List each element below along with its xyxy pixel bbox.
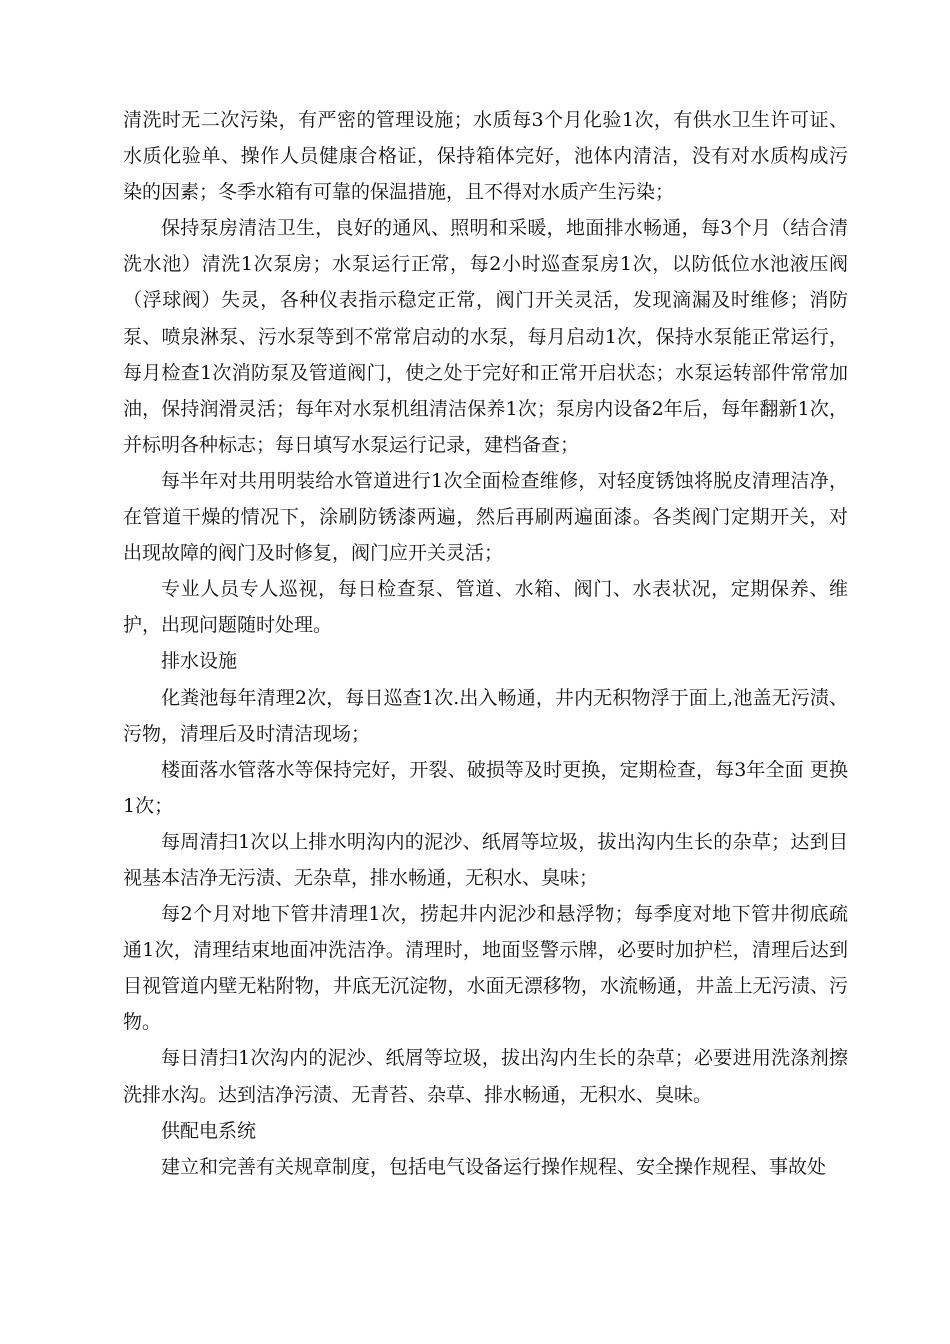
paragraph-underground-wells: 每2个月对地下管井清理1次，捞起井内泥沙和悬浮物；每季度对地下管井彻底疏通1次，清理结束地面冲洗洁净。清理时，地面竖警示牌，必要时加护栏，清理后达到目视管道内壁无粘附物，井底无沉淀物，水面无漂移物，水流畅通，井盖上无污渍、污物。 (123, 903, 848, 1034)
document-body (123, 102, 848, 1185)
paragraph-inspection: 专业人员专人巡视，每日检查泵、管道、水箱、阀门、水表状况，定期保养、维护，出现问题随时处理。 (123, 578, 848, 637)
paragraph-pump-room: 保持泵房清洁卫生，良好的通风、照明和采暖，地面排水畅通，每3个月（结合清洗水池）清洗1次泵房；水泵运行正常，每2小时巡查泵房1次，以防低位水池液压阀（浮球阀）失灵，各种仪表指示稳定正常，阀门开关灵活，发现滴漏及时维修；消防泵、喷泉淋泵、污水泵等到不常常启动的水泵，每月启动1次，保持水泵能正常运行，每月检查1次消防泵及管道阀门，使之处于完好和正常开启状态；水泵运转部件常常加油，保持润滑灵活；每年对水泵机组清洁保养1次；泵房内设备2年后，每年翻新1次，并标明各种标志；每日填写水泵运行记录，建档备查； (123, 217, 848, 456)
paragraph-septic-tank: 化粪池每年清理2次，每日巡查1次.出入畅通，井内无积物浮于面上,池盖无污渍、 污物，清理后及时清洁现场； (123, 686, 848, 745)
paragraph-daily-ditch-cleaning: 每日清扫1次沟内的泥沙、纸屑等垃圾，拔出沟内生长的杂草；必要进用洗涤剂擦洗排水沟。达到洁净污渍、无青苔、杂草、排水畅通，无积水、臭味。 (123, 1047, 848, 1106)
paragraph-regulations: 建立和完善有关规章制度，包括电气设备运行操作规程、安全操作规程、事故处 (161, 1155, 827, 1178)
paragraph-water-tank-continued: 清洗时无二次污染，有严密的管理设施；水质每3个月化验1次，有供水卫生许可证、 水质化验单、操作人员健康合格证，保持箱体完好，池体内清洁，没有对水质构成污 染的因素；冬季水箱有可靠的保温措施，且不得对水质产生污染； (123, 109, 848, 204)
paragraph-downpipes: 楼面落水管落水等保持完好，开裂、破损等及时更换，定期检查，每3年全面 更换1次； (123, 758, 848, 817)
paragraph-water-pipes: 每半年对共用明装给水管道进行1次全面检查维修，对轻度锈蚀将脱皮清理洁净， 在管道干燥的情况下，涂刷防锈漆两遍，然后再刷两遍面漆。各类阀门定期开关，对 出现故障的阀门及时修复，阀门应开关灵活； (123, 469, 848, 565)
paragraph-open-ditch: 每周清扫1次以上排水明沟内的泥沙、纸屑等垃圾，拔出沟内生长的杂草；达到目视基本洁净无污渍、无杂草，排水畅通，无积水、臭味； (123, 830, 848, 889)
section-heading-drainage: 排水设施 (161, 650, 238, 673)
section-heading-power-supply: 供配电系统 (161, 1119, 257, 1142)
